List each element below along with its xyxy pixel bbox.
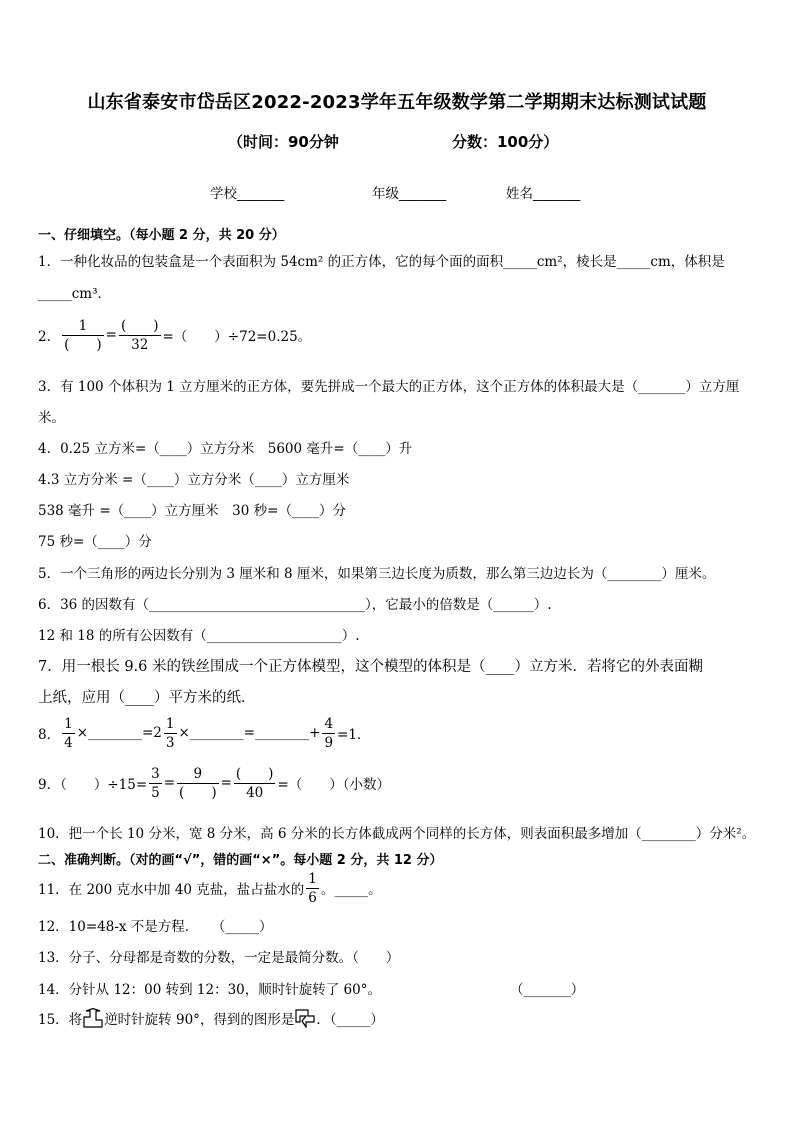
q11-num: 1 bbox=[308, 870, 317, 887]
section2-heading: 二、准确判断。（对的画“√”，错的画“×”。每小题 2 分，共 12 分） bbox=[38, 853, 443, 868]
q15-mid: 逆时针旋转 90°，得到的图形是 bbox=[104, 1012, 295, 1028]
q9-equals-2: = bbox=[220, 775, 232, 791]
section1-heading: 一、仔细填空。（每小题 2 分，共 20 分） bbox=[38, 228, 285, 243]
q9-fraction-2 bbox=[177, 765, 219, 802]
question-4-line2: 4.3 立方分米 =（____）立方分米（____）立方厘米 bbox=[38, 472, 350, 488]
question-14: 14．分针从 12：00 转到 12：30，顺时针旋转了 60°。 bbox=[38, 982, 381, 998]
question-7-line2: 上纸，应用（____）平方米的纸． bbox=[38, 690, 256, 706]
q15-tail: ．（_____） bbox=[316, 1012, 384, 1028]
arrow-shape-rotated-icon bbox=[294, 1008, 316, 1028]
q2-f1-num: 1 bbox=[78, 317, 88, 334]
school-field: 学校_______ bbox=[210, 186, 285, 202]
q8-f2-num: 1 bbox=[165, 715, 175, 732]
q8-f1-den: 4 bbox=[64, 734, 73, 751]
question-7-line1: 7．用一根长 9.6 米的铁丝围成一个正方体模型，这个模型的体积是（____）立方米．若将它的外表面糊 bbox=[38, 659, 703, 675]
q9-f1-den: 5 bbox=[151, 784, 160, 801]
question-10: 10．把一个长 10 分米，宽 8 分米，高 6 分米的长方体截成两个同样的长方体，则表面积最多增加（________）分米²。 bbox=[38, 826, 756, 842]
q11-tail: 。_____。 bbox=[320, 882, 382, 898]
grade-field: 年级_______ bbox=[372, 186, 447, 202]
question-3-line2: 米。 bbox=[38, 410, 65, 426]
q11-den: 6 bbox=[308, 889, 317, 906]
question-2 bbox=[38, 312, 311, 358]
question-8 bbox=[38, 710, 370, 756]
exam-score: 分数：100分） bbox=[452, 133, 559, 151]
q8-prefix: 8． bbox=[38, 727, 61, 743]
q9-f3-den: 40 bbox=[246, 784, 264, 801]
q2-f2-num: ( ) bbox=[120, 317, 159, 334]
question-3-line1: 3．有 100 个体积为 1 立方厘米的正方体，要先拼成一个最大的正方体，这个正方体的体积最大是（_______）立方厘 bbox=[38, 379, 740, 395]
question-13: 13．分子、分母都是奇数的分数，一定是最简分数。（ ） bbox=[38, 950, 400, 966]
q8-fraction-2 bbox=[164, 715, 177, 752]
question-4-line1: 4．0.25 立方米=（____）立方分米 5600 毫升=（____）升 bbox=[38, 441, 413, 457]
q9-equals-1: = bbox=[163, 775, 176, 791]
page-title: 山东省泰安市岱岳区2022-2023学年五年级数学第二学期期末达标测试试题 bbox=[87, 92, 707, 113]
q2-equals: = bbox=[105, 327, 117, 343]
q2-f2-den: 32 bbox=[131, 336, 149, 353]
q9-f3-num: ( ) bbox=[235, 765, 274, 782]
question-4-line4: 75 秒=（____）分 bbox=[38, 534, 152, 550]
question-11 bbox=[38, 868, 382, 908]
question-9 bbox=[38, 760, 390, 806]
question-6-line1: 6．36 的因数有（________________________________），它最小的倍数是（______）. bbox=[38, 597, 552, 613]
q9-fraction-1 bbox=[149, 765, 162, 802]
question-4-line3: 538 毫升 =（____）立方厘米 30 秒=（____）分 bbox=[38, 503, 346, 519]
q9-prefix: 9．（ ）÷15= bbox=[38, 777, 148, 793]
q8-part1: ×________=2 bbox=[76, 725, 162, 741]
q8-f3-den: 9 bbox=[324, 734, 334, 751]
q8-f3-num: 4 bbox=[324, 715, 334, 732]
question-1-line1: 1．一种化妆品的包装盒是一个表面积为 54cm² 的正方体，它的每个面的面积_____cm²，棱长是_____cm，体积是 bbox=[38, 254, 725, 270]
exam-time: （时间：90分钟 bbox=[228, 133, 339, 151]
q8-fraction-1 bbox=[62, 715, 75, 752]
q9-fraction-3 bbox=[234, 765, 276, 802]
q2-tail: =（ ）÷72=0.25。 bbox=[162, 329, 312, 345]
q11-fraction bbox=[306, 870, 319, 907]
question-14-blank: （_______） bbox=[510, 982, 585, 998]
q9-f2-num: 9 bbox=[193, 765, 203, 782]
q8-fraction-3 bbox=[322, 715, 335, 752]
q8-tail: =1． bbox=[337, 727, 371, 743]
question-12: 12．10=48-x 不是方程． （_____） bbox=[38, 919, 273, 935]
q9-f1-num: 3 bbox=[151, 765, 160, 782]
question-5: 5．一个三角形的两边长分别为 3 厘米和 8 厘米，如果第三边长度为质数，那么第三边边长为（________）厘米。 bbox=[38, 566, 716, 582]
q2-fraction-2 bbox=[119, 317, 161, 354]
q9-tail: =（ ）（小数） bbox=[277, 777, 391, 793]
q11-prefix: 11．在 200 克水中加 40 克盐，盐占盐水的 bbox=[38, 882, 305, 898]
question-1-line2: _____cm³． bbox=[38, 286, 112, 302]
question-15 bbox=[38, 1004, 384, 1032]
name-field: 姓名_______ bbox=[506, 186, 581, 202]
q8-f1-num: 1 bbox=[64, 715, 73, 732]
q2-f1-den: ( ) bbox=[64, 336, 102, 353]
q2-prefix: 2． bbox=[38, 329, 61, 345]
q8-f2-den: 3 bbox=[165, 734, 175, 751]
q9-f2-den: ( ) bbox=[179, 784, 217, 801]
question-6-line2: 12 和 18 的所有公因数有（____________________）. bbox=[38, 628, 360, 644]
arrow-shape-original-icon bbox=[82, 1008, 104, 1028]
q2-fraction-1 bbox=[62, 317, 104, 354]
q15-prefix: 15．将 bbox=[38, 1012, 83, 1028]
q8-part2: ×________=________+ bbox=[178, 725, 321, 741]
